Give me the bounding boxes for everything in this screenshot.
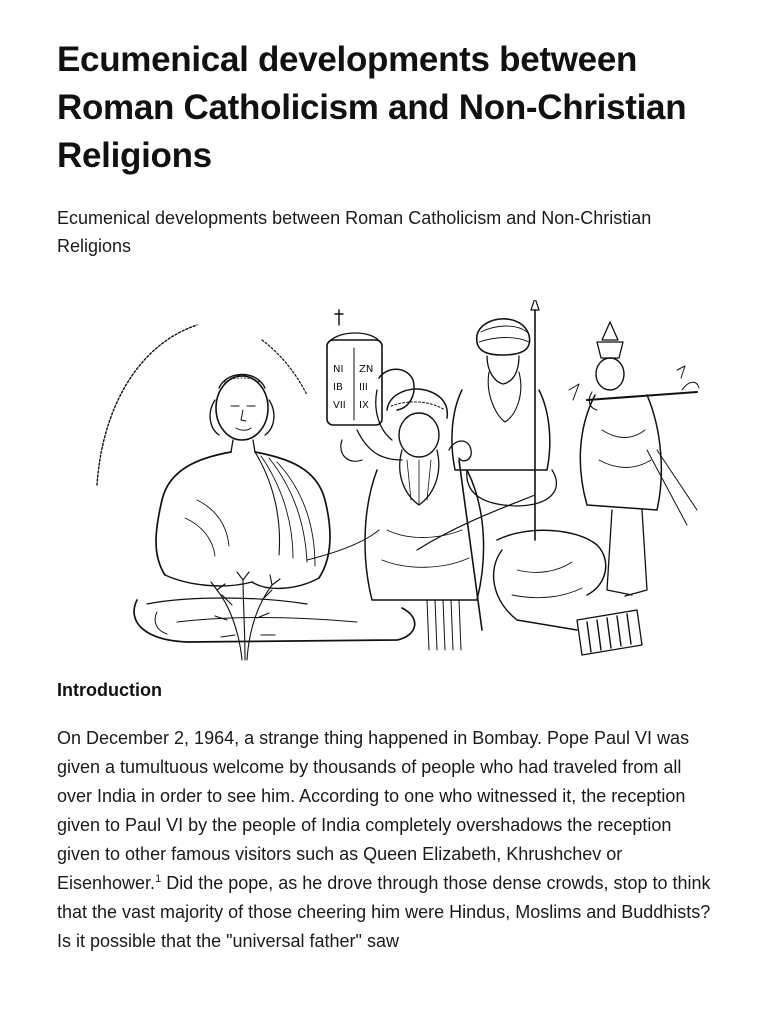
svg-text:III: III (359, 382, 368, 393)
buddha-figure (134, 375, 415, 643)
svg-text:ZN: ZN (359, 364, 374, 375)
halo-arc (97, 325, 197, 485)
svg-text:IB: IB (333, 382, 343, 393)
krishna-flute-figure (569, 322, 699, 596)
svg-text:IX: IX (359, 400, 369, 411)
document-page (57, 0, 717, 956)
sikh-figure (452, 300, 557, 540)
page-subtitle: Ecumenical developments between Roman Catholicism and Non-Christian Religions (57, 208, 652, 256)
moses-tablets-figure (327, 310, 414, 461)
religious-figures-illustration (57, 300, 717, 672)
section-heading-introduction: Introduction (57, 680, 162, 700)
plant-drawing (211, 572, 280, 660)
svg-text:VII: VII (333, 400, 346, 411)
paragraph-text-part2: Did the pope, as he drove through those dense crowds, stop to think that the vast majority of those cheering him were Hindus, Moslims and Buddhists? Is it possible that the "universal father" saw (57, 873, 711, 951)
footnote-link[interactable]: 1 (155, 873, 162, 885)
pope-figure (365, 389, 484, 650)
page-title: Ecumenical developments between Roman Catholicism and Non-Christian Religions (57, 40, 687, 175)
svg-text:NI: NI (333, 364, 344, 375)
paragraph-text-part1: On December 2, 1964, a strange thing happened in Bombay. Pope Paul VI was given a tumultuous welcome by thousands of people who had traveled from all over India in order to see him. According to one who witnessed it, the reception given to Paul VI by the people of India completely overshadows the reception given to other famous visitors such as Queen Elizabeth, Khrushchev or Eisenhower. (57, 728, 690, 893)
introduction-paragraph (57, 724, 717, 956)
